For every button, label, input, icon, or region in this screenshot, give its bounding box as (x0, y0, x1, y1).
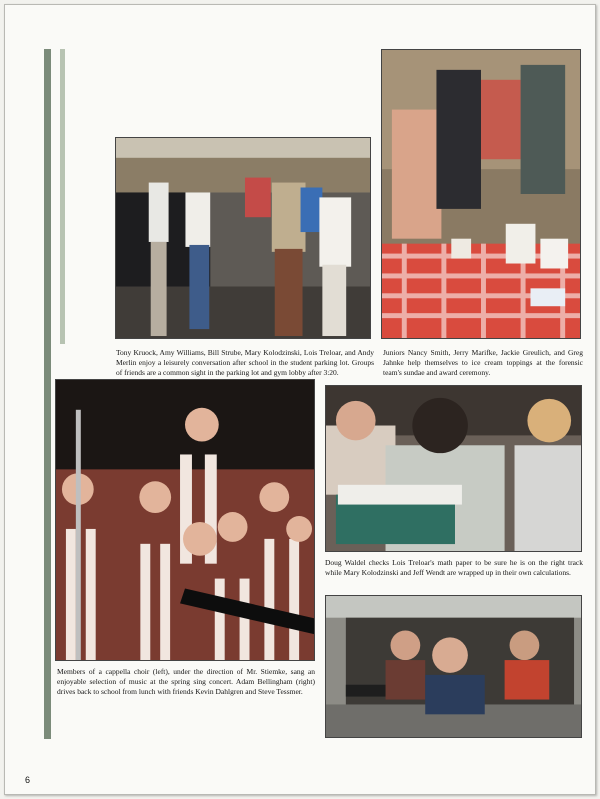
yearbook-page (4, 4, 596, 795)
ice-cream-caption: Juniors Nancy Smith, Jerry Marifke, Jackie Greulich, and Greg Jahnke help themselves to ice cream toppings at the forensic team's sundae and award ceremony. (383, 348, 583, 377)
car-photo (325, 595, 582, 738)
math-paper-caption: Doug Waldel checks Lois Treloar's math paper to be sure he is on the right track while Mary Kolodzinski and Jeff Wendt are wrapped up in their own calculations. (325, 558, 583, 577)
choir-photo (55, 379, 315, 661)
parking-lot-caption: Tony Kruock, Amy Williams, Bill Strube, Mary Kolodzinski, Lois Treloar, and Andy Merlin enjoy a leisurely conversation after school in the student parking lot. Groups of friends are a common sight in the parking lot and gym lobby after 3:20. (116, 348, 374, 377)
decorative-bar-dark (44, 49, 51, 739)
page-number: 6 (25, 775, 31, 785)
parking-lot-photo (115, 137, 371, 339)
ice-cream-photo (381, 49, 581, 339)
choir-car-caption: Members of a cappella choir (left), under the direction of Mr. Stiemke, sang an enjoyable selection of music at the spring sing concert. Adam Bellingham (right) drives back to school from lunch with friends Kevin Dahlgren and Steve Tessmer. (57, 667, 315, 696)
decorative-bar-light (60, 49, 65, 344)
math-paper-photo (325, 385, 582, 552)
